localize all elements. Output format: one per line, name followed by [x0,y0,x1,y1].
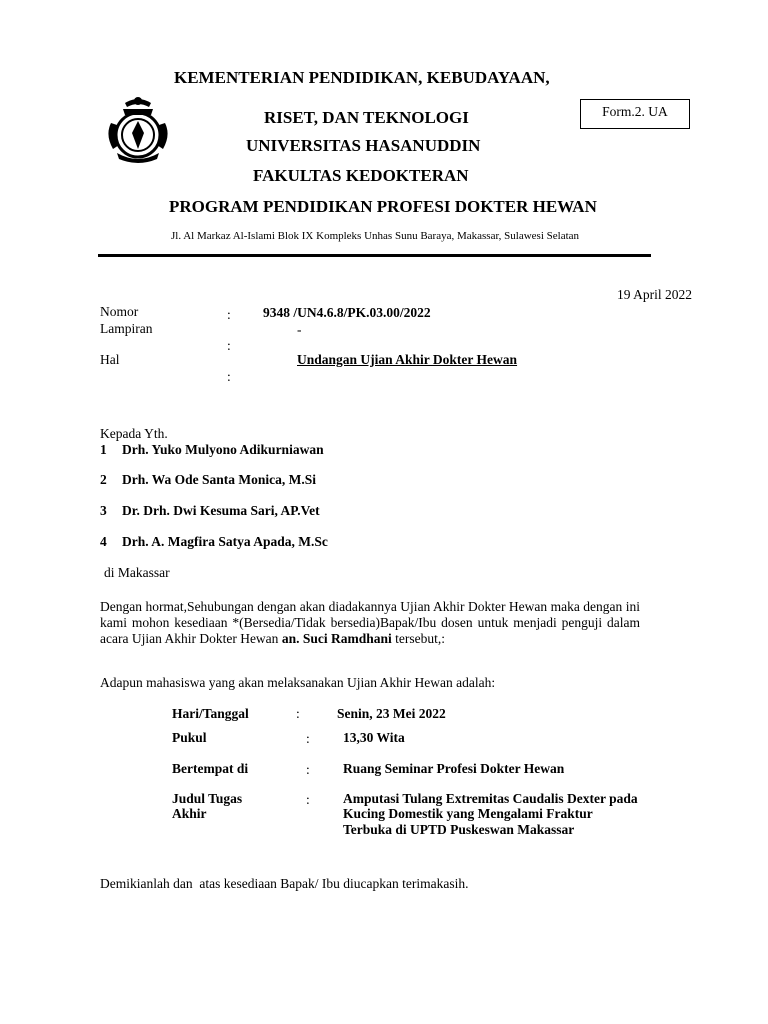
program-name: PROGRAM PENDIDIKAN PROFESI DOKTER HEWAN [169,197,597,216]
time-colon: : [306,731,310,746]
ministry-line-1: KEMENTERIAN PENDIDIKAN, KEBUDAYAAN, [174,68,550,87]
recipient-number: 4 [100,534,107,549]
place-colon: : [306,762,310,777]
recipient-name: Drh. A. Magfira Satya Apada, M.Sc [122,534,328,549]
body-text-part-1: Dengan hormat,Sehubungan dengan akan diadakannya Ujian Akhir Dokter Hewan maka dengan ini kami mohon kesediaan *(Bersedia/Tidak bersedia)Bapak/Ibu dosen untuk menjadi penguji dalam acara Ujian Akhir Dokter Hewan [100,599,640,646]
hal-label: Hal [100,352,120,367]
letter-date: 19 April 2022 [617,287,693,302]
time-label: Pukul [172,730,207,745]
place-value: Ruang Seminar Profesi Dokter Hewan [343,761,565,776]
thesis-title-line-2: Kucing Domestik yang Mengalami Fraktur [343,806,593,821]
lampiran-value: - [297,322,302,337]
ministry-line-2: RISET, DAN TEKNOLOGI [264,108,469,127]
recipient-name: Dr. Drh. Dwi Kesuma Sari, AP.Vet [122,503,320,518]
hal-value: Undangan Ujian Akhir Dokter Hewan [297,352,518,367]
nomor-label: Nomor [100,304,139,319]
student-name: an. Suci Ramdhani [281,631,392,646]
day-value: Senin, 23 Mei 2022 [337,706,446,721]
recipient-intro: Kepada Yth. [100,426,168,441]
nomor-value: 9348 /UN4.6.8/PK.03.00/2022 [263,305,431,320]
place-label: Bertempat di [172,761,249,776]
hal-colon: : [227,369,231,384]
lampiran-label: Lampiran [100,321,153,336]
student-intro: Adapun mahasiswa yang akan melaksanakan Ujian Akhir Hewan adalah: [100,675,496,690]
body-text-part-2: tersebut,: [391,631,445,646]
day-colon: : [296,706,300,721]
thesis-title-line-1: Amputasi Tulang Extremitas Caudalis Dexter pada [343,791,638,806]
header-divider [98,254,651,257]
university-name: UNIVERSITAS HASANUDDIN [246,136,481,155]
body-paragraph [100,599,640,647]
form-code-box: Form.2. UA [580,99,690,129]
faculty-name: FAKULTAS KEDOKTERAN [253,166,469,185]
title-label-line-1: Judul Tugas [172,791,243,806]
recipient-number: 2 [100,472,107,487]
title-colon: : [306,792,310,807]
closing-sentence: Demikianlah dan atas kesediaan Bapak/ Ibu diucapkan terimakasih. [100,876,469,891]
recipient-number: 1 [100,442,107,457]
thesis-title-line-3: Terbuka di UPTD Puskeswan Makassar [343,822,575,837]
university-logo-icon [103,93,173,163]
day-label: Hari/Tanggal [172,706,249,721]
recipient-name: Drh. Wa Ode Santa Monica, M.Si [122,472,317,487]
nomor-colon: : [227,307,231,322]
lampiran-colon: : [227,338,231,353]
title-label-line-2: Akhir [172,806,207,821]
recipient-number: 3 [100,503,107,518]
address: Jl. Al Markaz Al-Islami Blok IX Kompleks Unhas Sunu Baraya, Makassar, Sulawesi Selatan [171,230,580,242]
time-value: 13,30 Wita [343,730,405,745]
recipient-name: Drh. Yuko Mulyono Adikurniawan [122,442,324,457]
recipient-location: di Makassar [104,565,170,580]
